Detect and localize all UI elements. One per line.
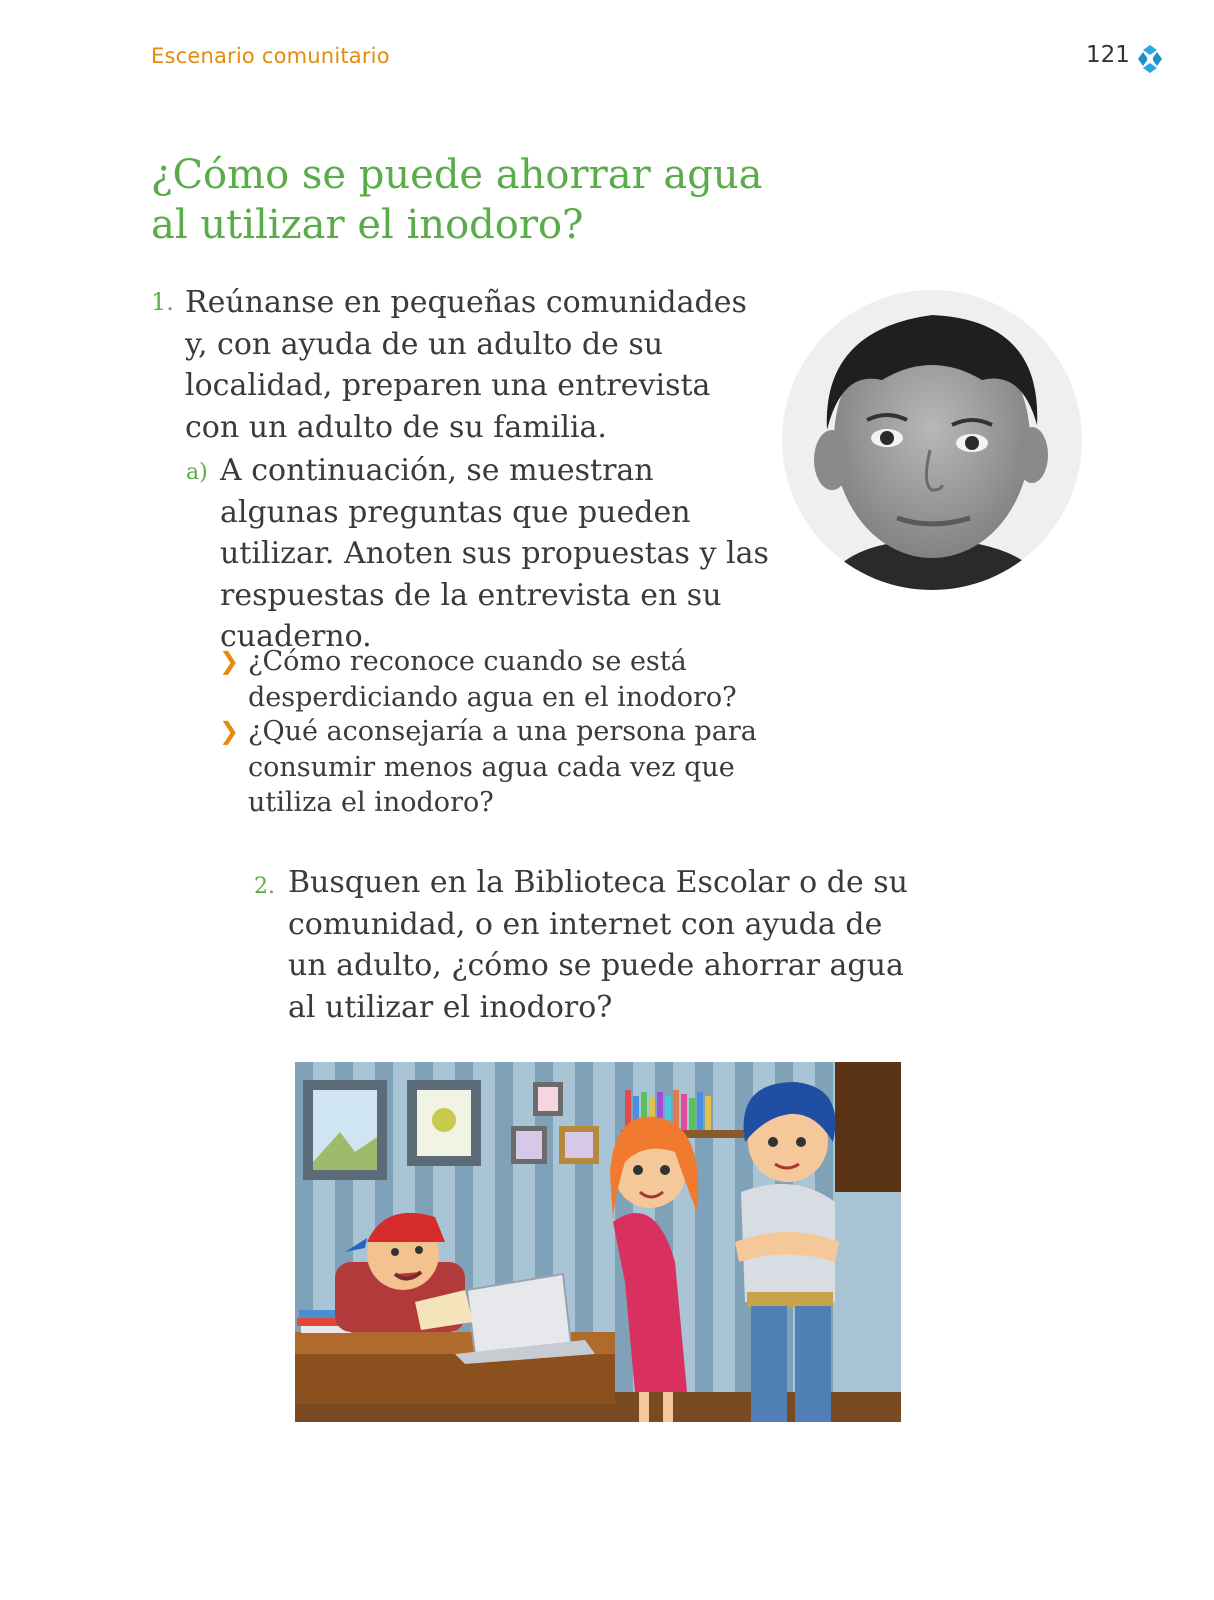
chevron-bullet-icon: ❯ — [219, 647, 240, 675]
page-title — [151, 150, 771, 250]
section-label: Escenario comunitario — [151, 44, 390, 68]
subitem-label: a) — [186, 460, 208, 485]
boy-portrait-image — [782, 290, 1082, 590]
item-text: Reúnanse en pequeñas comunidades y, con ayuda de un adulto de su localidad, preparen una entrevista con un adulto de su familia. — [185, 285, 747, 445]
chevron-bullet-icon: ❯ — [219, 717, 240, 745]
item-text: Busquen en la Biblioteca Escolar o de su comunidad, o en internet con ayuda de un adulto, ¿cómo se puede ahorrar agua al utilizar el inodoro? — [288, 865, 908, 1025]
page-number: 121 — [1086, 42, 1130, 68]
question-text: ¿Cómo reconoce cuando se está desperdiciando agua en el inodoro? — [248, 646, 737, 713]
title-line-2: al utilizar el inodoro? — [151, 202, 584, 248]
family-illustration-image — [295, 1062, 901, 1422]
question-text: ¿Qué aconsejaría a una persona para consumir menos agua cada vez que utiliza el inodoro? — [248, 716, 757, 818]
item-number: 1. — [151, 288, 174, 316]
title-line-1: ¿Cómo se puede ahorrar agua — [151, 152, 763, 198]
subitem-text: A continuación, se muestran algunas preguntas que pueden utilizar. Anoten sus propuestas y las respuestas de la entrevista en su cuaderno. — [220, 453, 769, 654]
pinwheel-logo-icon — [1135, 42, 1165, 76]
item-number: 2. — [254, 874, 275, 899]
